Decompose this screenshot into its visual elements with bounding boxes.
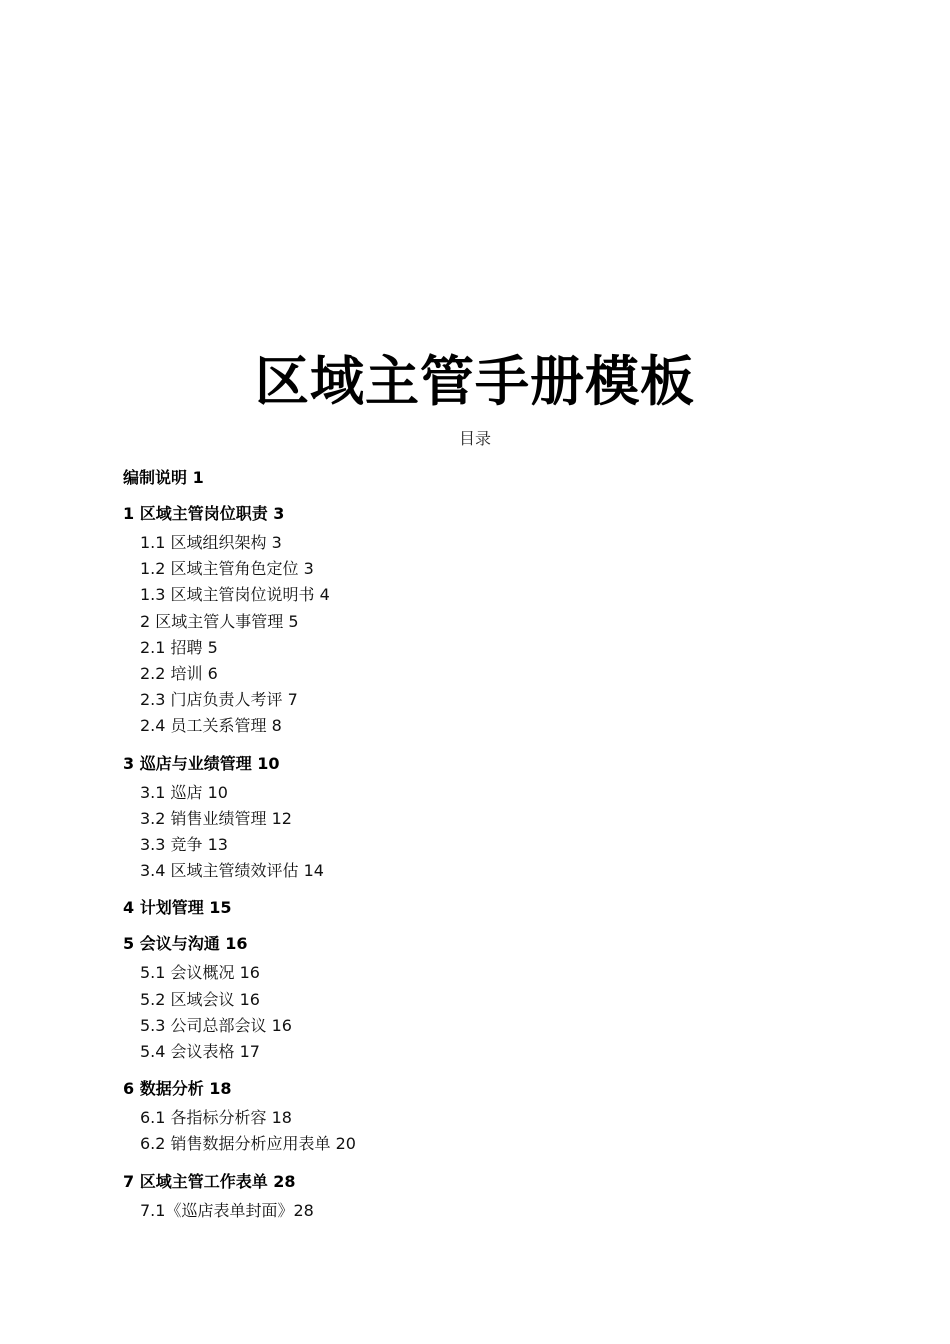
toc-entry-section[interactable]: 3.4 区域主管绩效评估 14 xyxy=(140,861,324,881)
toc-entry-section[interactable]: 2.1 招聘 5 xyxy=(140,637,218,657)
toc-entry-chapter[interactable]: 编制说明 1 xyxy=(123,468,204,487)
table-of-contents xyxy=(123,466,823,1224)
toc-entry-chapter[interactable]: 4 计划管理 15 xyxy=(123,898,232,918)
toc-entry-section[interactable]: 2.3 门店负责人考评 7 xyxy=(140,690,298,710)
toc-entry-section[interactable]: 3.1 巡店 10 xyxy=(140,782,228,802)
toc-entry-chapter[interactable]: 7 区域主管工作表单 28 xyxy=(123,1171,296,1191)
toc-entry-section[interactable]: 2.2 培训 6 xyxy=(140,664,218,684)
toc-entry-chapter[interactable]: 3 巡店与业绩管理 10 xyxy=(123,753,280,773)
toc-entry-chapter[interactable]: 6 数据分析 18 xyxy=(123,1079,232,1099)
toc-entry-section[interactable]: 1.2 区域主管角色定位 3 xyxy=(140,559,314,579)
toc-entry-chapter[interactable]: 5 会议与沟通 16 xyxy=(123,934,248,954)
toc-entry-chapter[interactable]: 1 区域主管岗位职责 3 xyxy=(123,504,285,523)
toc-entry-section[interactable]: 7.1《巡店表单封面》28 xyxy=(140,1200,314,1220)
toc-entry-section[interactable]: 2 区域主管人事管理 5 xyxy=(140,611,299,631)
document-title: 区域主管手册模板 xyxy=(255,350,695,413)
toc-entry-section[interactable]: 3.3 竞争 13 xyxy=(140,835,228,855)
toc-entry-section[interactable]: 6.2 销售数据分析应用表单 20 xyxy=(140,1134,356,1154)
toc-entry-section[interactable]: 5.2 区域会议 16 xyxy=(140,989,260,1009)
toc-entry-section[interactable]: 5.1 会议概况 16 xyxy=(140,963,260,983)
toc-entry-section[interactable]: 2.4 员工关系管理 8 xyxy=(140,716,282,736)
toc-entry-section[interactable]: 1.1 区域组织架构 3 xyxy=(140,533,282,552)
toc-entry-section[interactable]: 5.3 公司总部会议 16 xyxy=(140,1015,292,1035)
toc-entry-section[interactable]: 6.1 各指标分析容 18 xyxy=(140,1108,292,1128)
toc-heading: 目录 xyxy=(458,429,491,448)
toc-entry-section[interactable]: 3.2 销售业绩管理 12 xyxy=(140,808,292,828)
toc-entry-section[interactable]: 1.3 区域主管岗位说明书 4 xyxy=(140,585,330,605)
toc-entry-section[interactable]: 5.4 会议表格 17 xyxy=(140,1042,260,1062)
